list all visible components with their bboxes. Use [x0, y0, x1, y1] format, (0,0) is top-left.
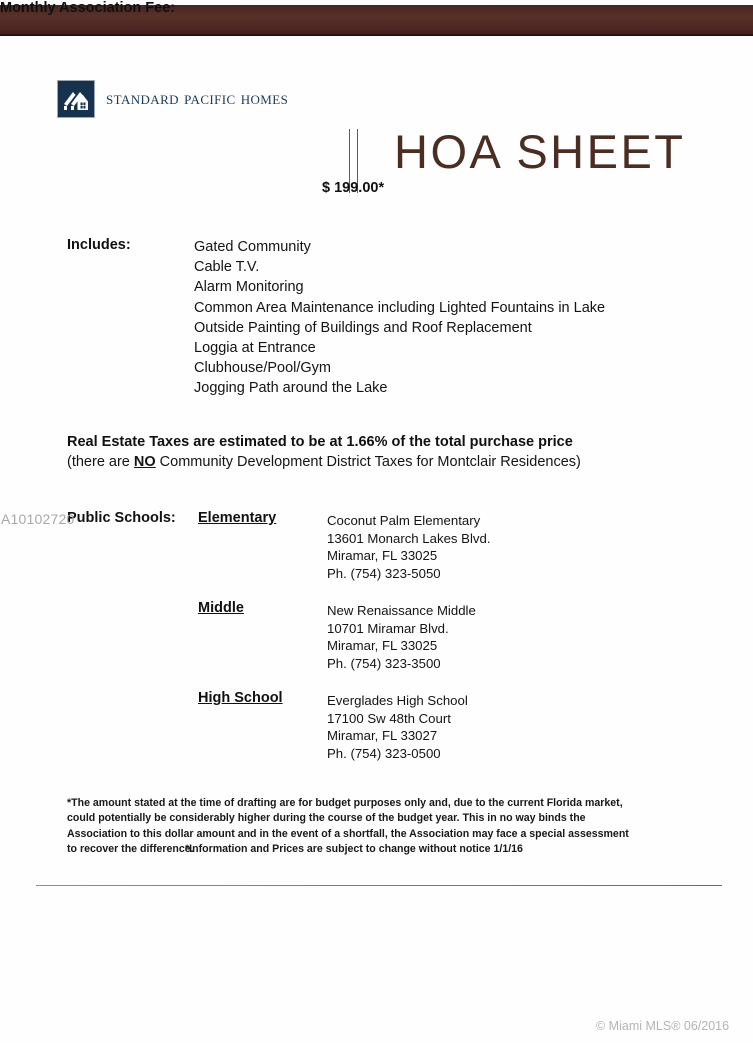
brand-lockup — [57, 80, 288, 118]
school-tier-label: Middle — [198, 600, 244, 616]
house-roof-icon — [57, 80, 95, 118]
taxes-note-suffix: Community Development District Taxes for Montclair Residences) — [155, 454, 581, 470]
school-street: 10701 Miramar Blvd. — [327, 620, 449, 636]
brand-name: standard pacific homes — [106, 88, 289, 109]
list-item: Outside Painting of Buildings and Roof Replacement — [194, 319, 532, 336]
school-address — [327, 692, 468, 762]
school-street: 13601 Monarch Lakes Blvd. — [327, 530, 491, 546]
school-name: Everglades High School — [327, 693, 468, 708]
school-phone: Ph. (754) 323-5050 — [327, 565, 441, 581]
document-header — [0, 62, 753, 178]
fee-value: $ 199.00* — [322, 180, 385, 196]
school-city: Miramar, FL 33025 — [327, 638, 438, 654]
public-schools-label: Public Schools: — [67, 510, 176, 526]
school-tier-label: Elementary — [198, 510, 277, 526]
listing-id-watermark: A10102720 — [1, 511, 75, 527]
footnote-notice: *Information and Prices are subject to change without notice 1/1/16 — [185, 843, 523, 855]
school-name: Coconut Palm Elementary — [327, 513, 481, 528]
page-title: HOA SHEET — [394, 125, 686, 178]
school-address — [327, 602, 476, 672]
school-name: New Renaissance Middle — [327, 603, 476, 618]
list-item: Jogging Path around the Lake — [194, 380, 388, 397]
list-item: Alarm Monitoring — [194, 279, 304, 296]
taxes-note-emphasis: NO — [133, 454, 156, 470]
list-item: Common Area Maintenance including Lighted Fountains in Lake — [194, 299, 606, 316]
school-street: 17100 Sw 48th Court — [327, 710, 451, 726]
copyright-watermark: © Miami MLS® 06/2016 — [596, 1019, 730, 1033]
school-tier-label: High School — [198, 690, 283, 706]
list-item: Loggia at Entrance — [194, 340, 316, 357]
list-item: Clubhouse/Pool/Gym — [194, 360, 332, 377]
school-city: Miramar, FL 33025 — [327, 548, 438, 564]
taxes-heading: Real Estate Taxes are estimated to be at 1.66% of the total purchase price — [67, 434, 573, 450]
includes-list — [194, 237, 605, 399]
footer-divider — [36, 885, 722, 886]
school-phone: Ph. (754) 323-3500 — [327, 655, 441, 671]
list-item: Gated Community — [194, 239, 311, 255]
includes-label: Includes: — [67, 237, 131, 253]
school-phone: Ph. (754) 323-0500 — [327, 745, 441, 761]
list-item: Cable T.V. — [194, 259, 260, 276]
fee-label: Monthly Association Fee: — [0, 0, 176, 16]
footnote-disclaimer: *The amount stated at the time of drafting are for budget purposes only and, due to the current Florida market, could potentially be considerably higher during the course of the budget year. This in no way binds the Association to this dollar amount and in the event of a shortfall, the Association may face a special assessment to recover the difference. — [67, 797, 629, 856]
taxes-note-prefix: (there are — [67, 454, 134, 470]
taxes-note — [67, 454, 581, 470]
school-address — [327, 512, 490, 582]
school-city: Miramar, FL 33027 — [327, 728, 438, 744]
